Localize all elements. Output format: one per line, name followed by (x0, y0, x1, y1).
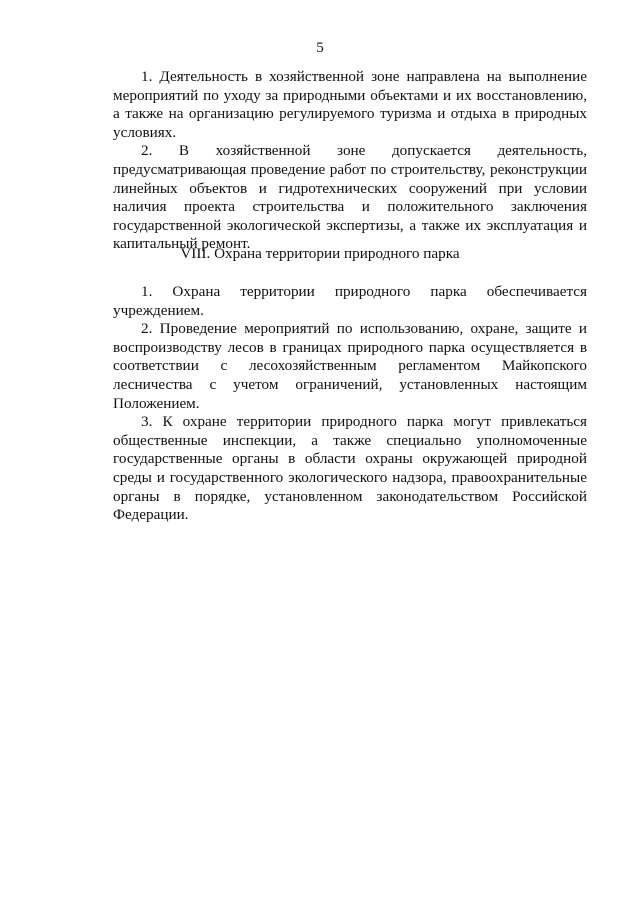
section-a-text (113, 68, 587, 254)
paragraph: 2. В хозяйственной зоне допускается деятельность, предусматривающая проведение работ по строительству, реконструкции линейных объектов и гидротехнических сооружений при условии наличия проекта строительства и положительного заключения государственной экологической экспертизы, а также их эксплуатация и капитальный ремонт. (113, 142, 587, 253)
page-number: 5 (316, 40, 324, 56)
paragraph: 3. К охране территории природного парка могут привлекаться общественные инспекции, а также специально уполномоченные государственные органы в области охраны окружающей природной среды и государственного экологического надзора, правоохранительные органы в порядке, установленном законодательством Российской Федерации. (113, 413, 587, 524)
paragraph: 1. Охрана территории природного парка обеспечивается учреждением. (113, 283, 587, 319)
paragraph: 2. Проведение мероприятий по использованию, охране, защите и воспроизводству лесов в границах природного парка осуществляется в соответствии с лесохозяйственным регламентом Майкопского лесничества с учетом ограничений, установленных настоящим Положением. (113, 320, 587, 412)
section-heading: VIII. Охрана территории природного парка (180, 245, 460, 262)
paragraph: 1. Деятельность в хозяйственной зоне направлена на выполнение мероприятий по уходу за природными объектами и их восстановлению, а также на организацию регулируемого туризма и отдыха в природных условиях. (113, 68, 587, 141)
section-b-text (113, 283, 587, 525)
